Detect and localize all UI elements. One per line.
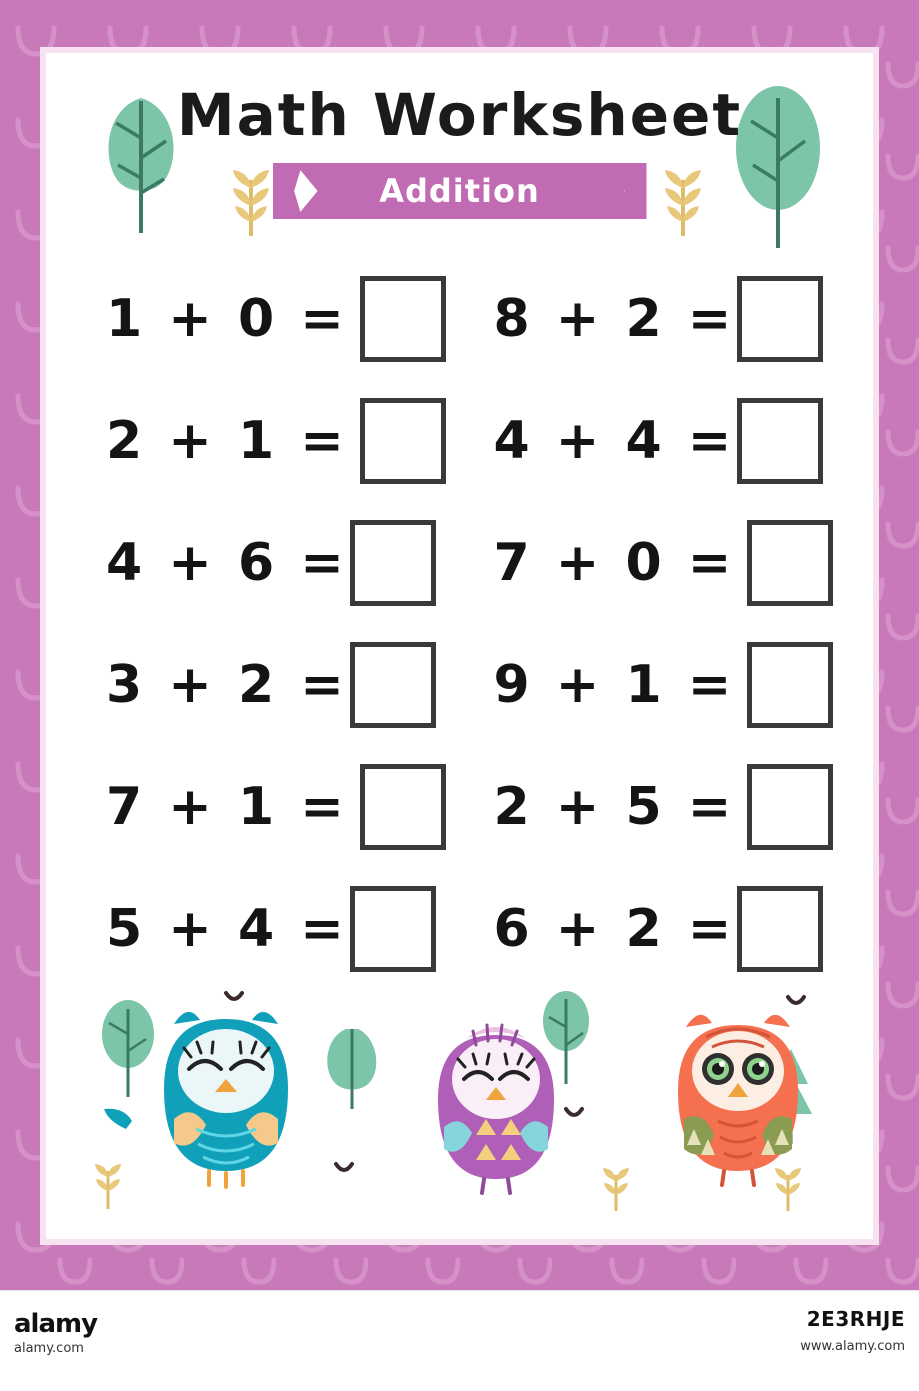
problem-item <box>76 380 464 502</box>
answer-input[interactable] <box>747 520 833 606</box>
problem-expression: 4 + 6 = <box>106 533 348 593</box>
problem-expression: 9 + 1 = <box>493 655 736 715</box>
answer-input[interactable] <box>747 764 833 850</box>
problem-expression: 4 + 4 = <box>493 411 736 471</box>
problem-expression: 7 + 1 = <box>106 777 348 837</box>
problem-expression: 8 + 2 = <box>493 289 736 349</box>
alamy-logo-subtitle: alamy.com <box>14 1341 84 1356</box>
problem-expression: 3 + 2 = <box>106 655 348 715</box>
problem-item <box>464 380 852 502</box>
stock-footer-bar <box>0 1290 919 1391</box>
answer-input[interactable] <box>360 764 446 850</box>
problem-item <box>76 502 464 624</box>
subtitle-ribbon <box>295 163 625 219</box>
worksheet-sheet <box>40 47 879 1245</box>
problem-item <box>76 624 464 746</box>
answer-input[interactable] <box>350 886 436 972</box>
answer-input[interactable] <box>737 276 823 362</box>
problem-item <box>464 624 852 746</box>
problem-item <box>464 502 852 624</box>
problem-item <box>464 258 852 380</box>
problem-item <box>464 746 852 868</box>
problem-item <box>76 746 464 868</box>
tree-small-2-icon <box>327 1029 376 1109</box>
answer-input[interactable] <box>360 276 446 362</box>
wheat-sprig-icon <box>95 1164 121 1209</box>
tree-small-1-icon <box>102 1000 154 1097</box>
problem-expression: 2 + 5 = <box>493 777 736 837</box>
answer-input[interactable] <box>737 886 823 972</box>
owl-purple-icon <box>438 1025 554 1193</box>
answer-input[interactable] <box>747 642 833 728</box>
page-title: Math Worksheet <box>176 81 743 149</box>
alamy-logo: alamy <box>14 1309 98 1339</box>
problem-item <box>76 258 464 380</box>
problem-grid <box>76 258 851 990</box>
problem-expression: 1 + 0 = <box>106 289 348 349</box>
alamy-url-label: www.alamy.com <box>800 1339 905 1354</box>
problem-expression: 2 + 1 = <box>106 411 348 471</box>
problem-item <box>464 868 852 990</box>
owl-orange-icon <box>678 1015 798 1185</box>
answer-input[interactable] <box>737 398 823 484</box>
problem-expression: 7 + 0 = <box>493 533 736 593</box>
footer-illustration <box>46 979 873 1239</box>
wheat-right-icon <box>648 158 718 238</box>
answer-input[interactable] <box>350 642 436 728</box>
answer-input[interactable] <box>360 398 446 484</box>
image-id-label: 2E3RHJE <box>806 1307 905 1331</box>
ribbon-label: Addition <box>379 172 540 210</box>
answer-input[interactable] <box>350 520 436 606</box>
wheat-sprig-icon <box>775 1168 801 1211</box>
wheat-sprig-icon <box>603 1168 629 1211</box>
problem-item <box>76 868 464 990</box>
problem-expression: 6 + 2 = <box>493 899 736 959</box>
problem-expression: 5 + 4 = <box>106 899 348 959</box>
